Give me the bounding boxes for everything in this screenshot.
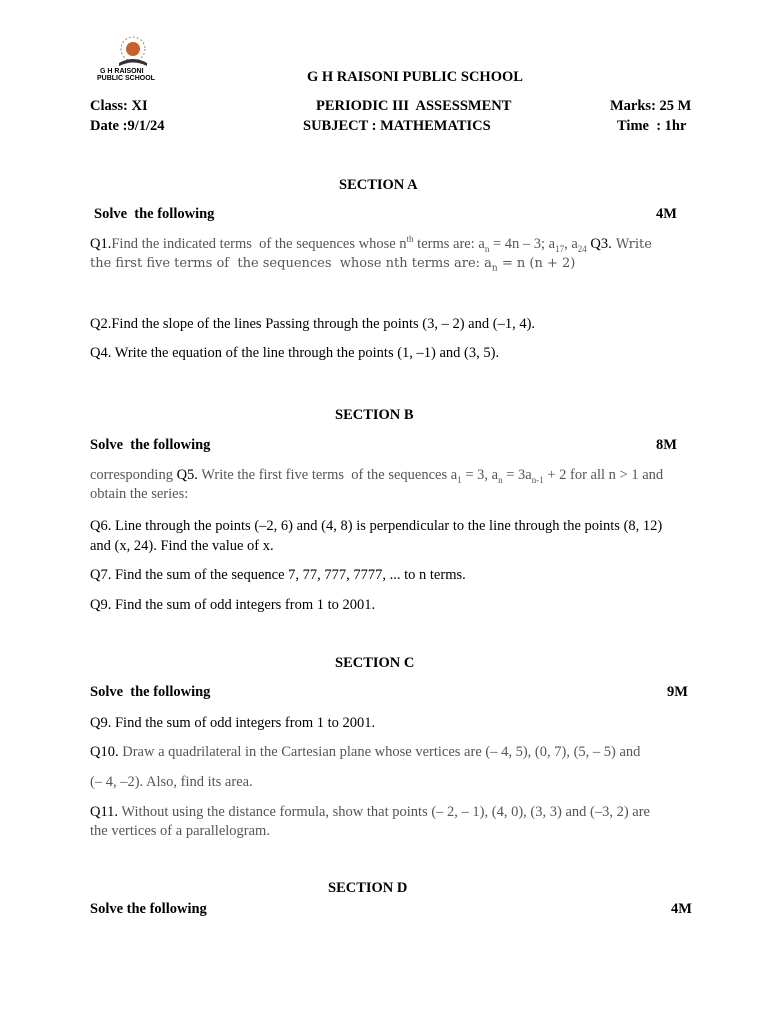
- q1-sub-24: 24: [577, 243, 587, 254]
- question-1-line: [90, 235, 690, 254]
- school-name: G H RAISONI PUBLIC SCHOOL: [307, 69, 523, 85]
- q3-text-b: the first five terms of the sequences whose nth terms are: a: [90, 256, 492, 271]
- question-11-line-2: the vertices of a parallelogram.: [90, 823, 270, 839]
- question-9-c: Q9. Find the sum of odd integers from 1 to 2001.: [90, 715, 376, 731]
- logo-text-top: G H RAISONI: [100, 68, 144, 75]
- question-5-continued: obtain the series:: [90, 486, 189, 502]
- section-d-instruction: Solve the following: [90, 901, 207, 917]
- assessment-title: PERIODIC III ASSESSMENT: [316, 98, 512, 114]
- question-2: Q2.Find the slope of the lines Passing through the points (3, – 2) and (–1, 4).: [90, 316, 536, 332]
- q5-text-b: = 3, a: [461, 467, 499, 483]
- subject-label: SUBJECT : MATHEMATICS: [303, 118, 491, 134]
- q11-text-a: Without using the distance formula, show that points (– 2, – 1), (4, 0), (3, 3) and (–3, 2) are: [118, 804, 650, 820]
- question-10-line-1: [90, 743, 690, 761]
- q5-sub-n1: n-1: [531, 474, 544, 485]
- q5-text-a: Write the first five terms of the sequences a: [197, 467, 458, 483]
- section-b-instruction: Solve the following: [90, 437, 211, 453]
- section-b-marks: 8M: [656, 437, 677, 453]
- q1-label: Q1.: [90, 236, 112, 252]
- q1-text-3: = 4n – 3; a: [489, 236, 556, 252]
- question-6-line-2: and (x, 24). Find the value of x.: [90, 538, 274, 554]
- q5-label: Q5.: [176, 467, 198, 483]
- time-label: Time : 1hr: [617, 118, 687, 134]
- section-a-marks: 4M: [656, 206, 677, 222]
- q1-sub-n: n: [484, 243, 490, 254]
- section-d-title: SECTION D: [328, 880, 408, 896]
- q1-text: Find the indicated terms of the sequences whose n: [111, 236, 407, 252]
- q1-sub-17: 17: [555, 243, 565, 254]
- question-11-line-1: [90, 803, 690, 821]
- q5-sub-1: 1: [457, 474, 462, 485]
- question-5-line: [90, 466, 690, 484]
- date-label: Date :9/1/24: [90, 118, 165, 134]
- class-label: Class: XI: [90, 98, 148, 114]
- q3-text-a: Write: [611, 237, 652, 252]
- section-d-marks: 4M: [671, 901, 692, 917]
- q5-sub-n: n: [498, 474, 503, 485]
- school-logo: [97, 35, 161, 85]
- section-b-title: SECTION B: [335, 407, 414, 423]
- q11-label: Q11.: [90, 804, 119, 820]
- question-4: Q4. Write the equation of the line through the points (1, –1) and (3, 5).: [90, 345, 500, 361]
- section-c-instruction: Solve the following: [90, 684, 211, 700]
- question-7: Q7. Find the sum of the sequence 7, 77, 777, 7777, ... to n terms.: [90, 567, 466, 583]
- q10-label: Q10.: [90, 744, 119, 760]
- q3-sub-n: n: [491, 263, 498, 274]
- q5-prefix: corresponding: [90, 467, 177, 483]
- question-9-b: Q9. Find the sum of odd integers from 1 to 2001.: [90, 597, 376, 613]
- question-10-line-2: (– 4, –2). Also, find its area.: [90, 774, 253, 790]
- q3-text-c: = n (n + 2): [497, 256, 576, 271]
- q5-text-c: = 3a: [502, 467, 532, 483]
- q3-label: Q3.: [586, 236, 612, 252]
- section-a-instruction: Solve the following: [94, 206, 215, 222]
- q1-sup: th: [406, 234, 414, 245]
- q1-text-4: , a: [564, 236, 578, 252]
- marks-label: Marks: 25 M: [610, 98, 692, 114]
- section-c-marks: 9M: [667, 684, 688, 700]
- q5-text-d: + 2 for all n > 1 and: [543, 467, 664, 483]
- q1-text-2: terms are: a: [413, 236, 485, 252]
- section-c-title: SECTION C: [335, 655, 415, 671]
- question-6-line-1: Q6. Line through the points (–2, 6) and (4, 8) is perpendicular to the line through the points (8, 12): [90, 518, 663, 534]
- logo-text-bottom: PUBLIC SCHOOL: [97, 75, 155, 82]
- question-3-line: [90, 255, 690, 273]
- q10-text-a: Draw a quadrilateral in the Cartesian plane whose vertices are (– 4, 5), (0, 7), (5, – 5) and: [118, 744, 641, 760]
- section-a-title: SECTION A: [339, 177, 418, 193]
